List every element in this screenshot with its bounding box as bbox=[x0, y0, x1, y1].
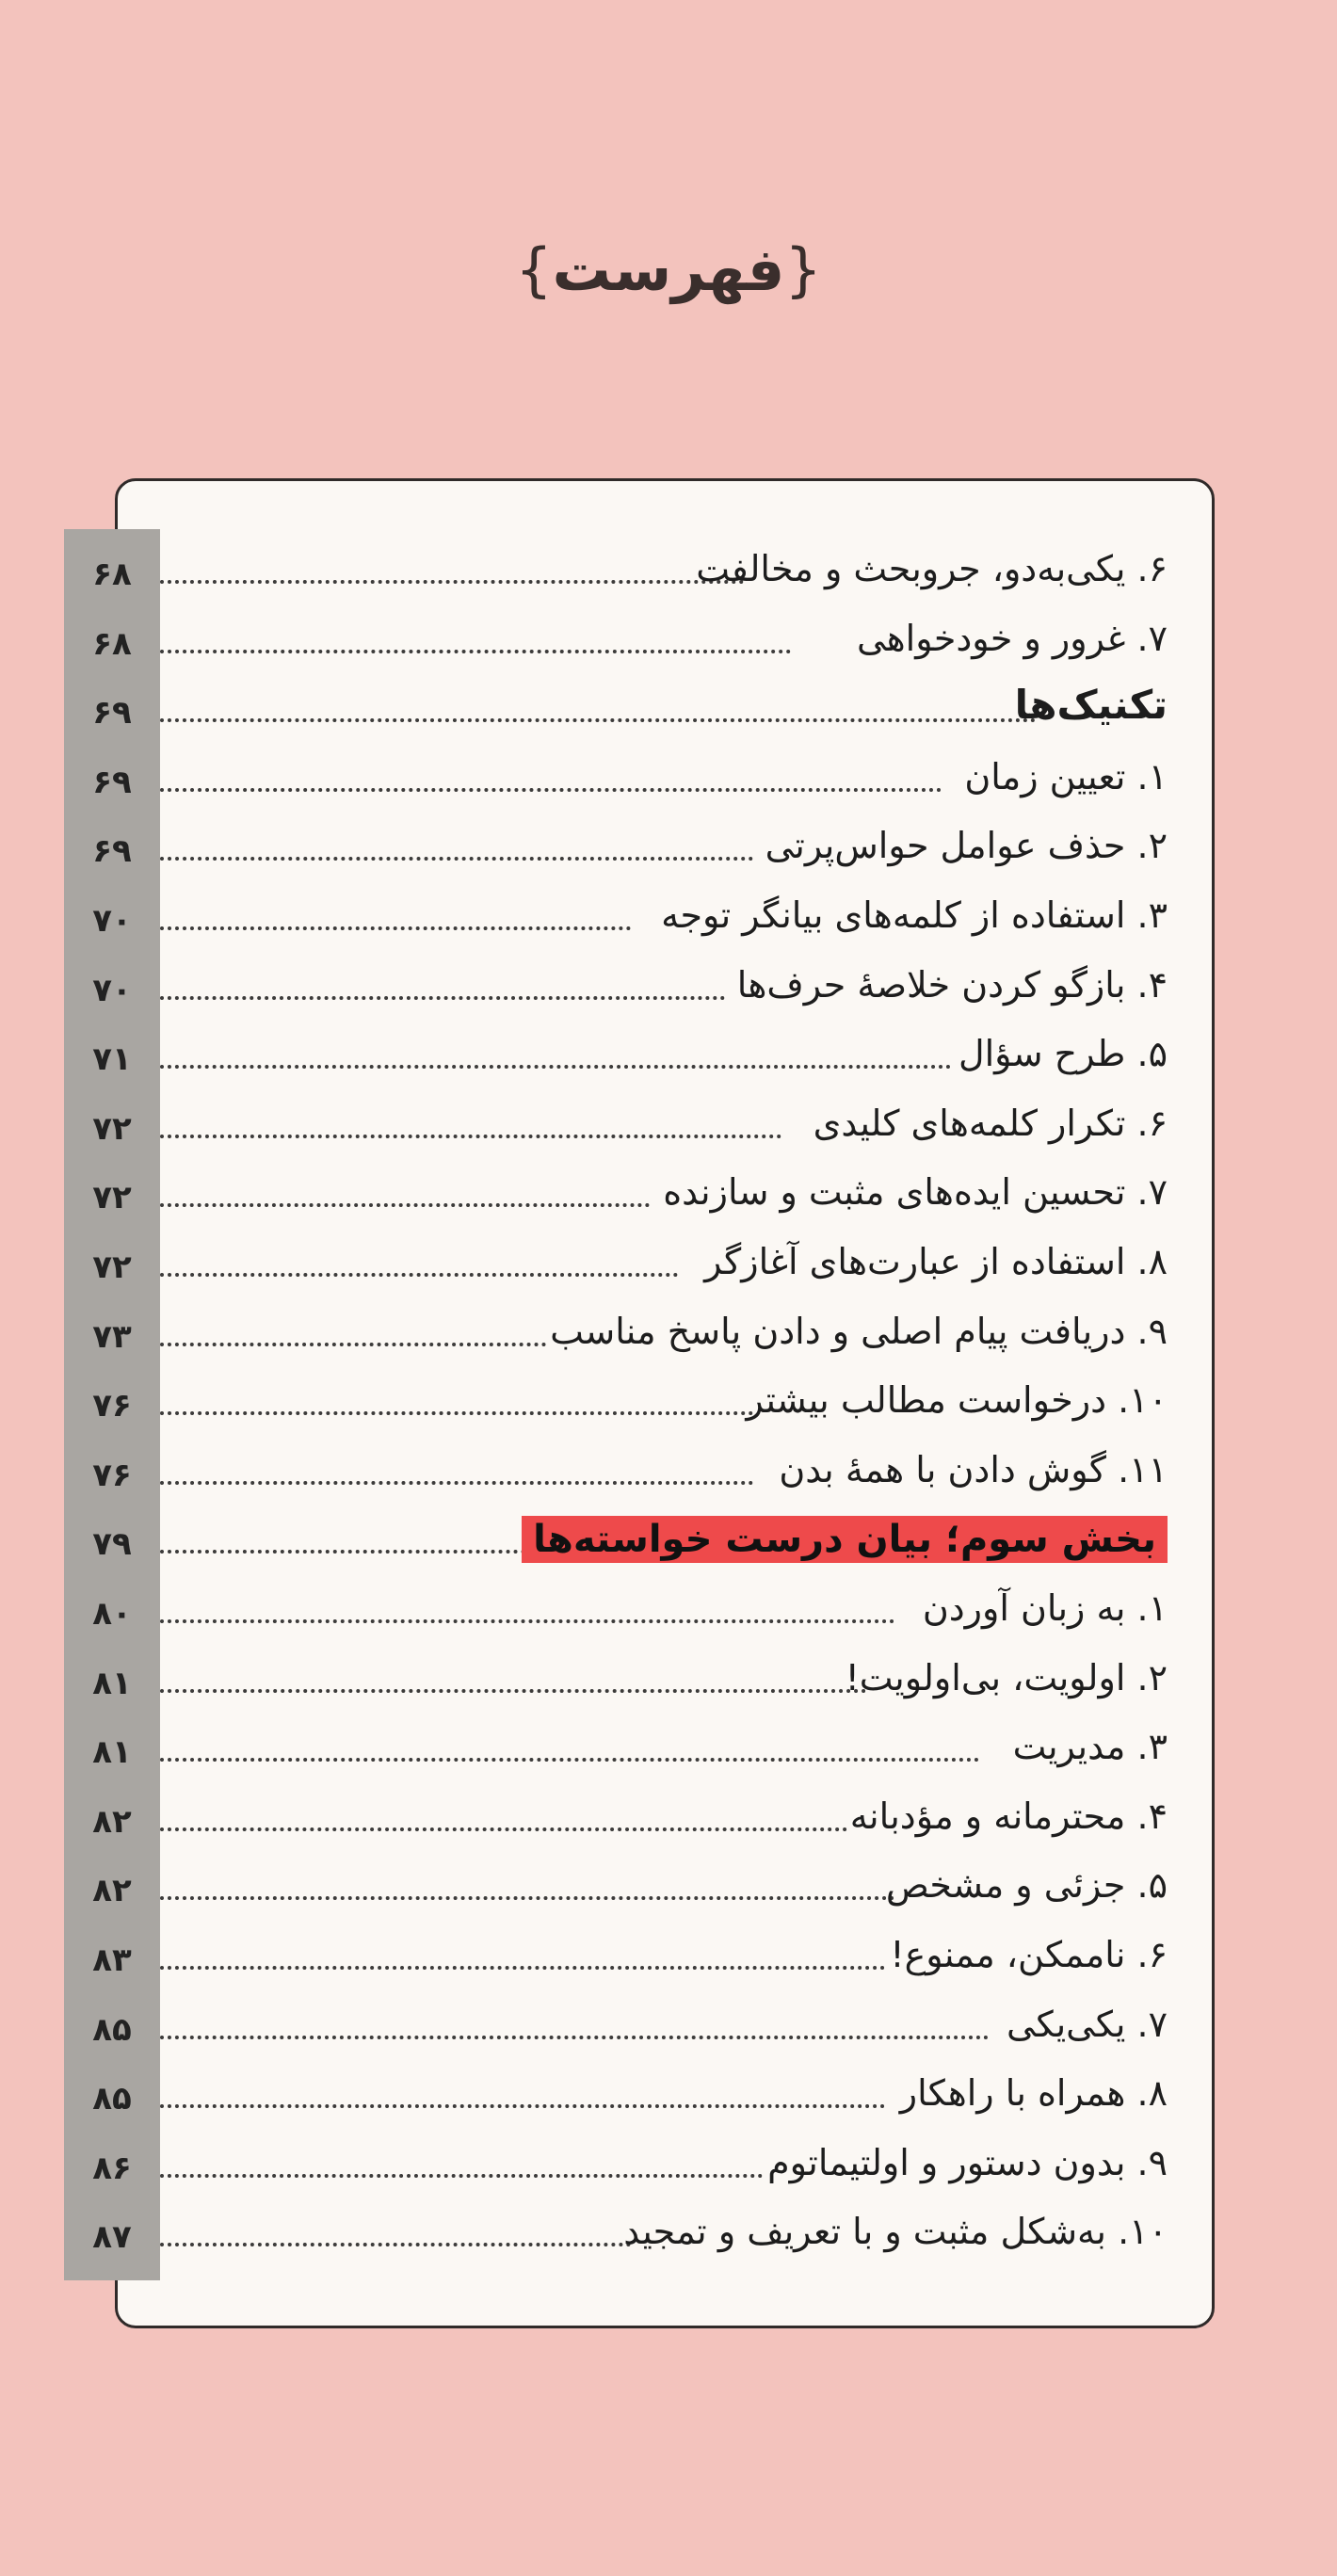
page-number: ۷۱ bbox=[92, 1040, 132, 1079]
toc-entry[interactable] bbox=[66, 669, 1168, 737]
page-number: ۶۸ bbox=[92, 624, 132, 663]
dot-leader bbox=[160, 1411, 753, 1415]
title-close-brace: } bbox=[515, 235, 553, 304]
dot-leader bbox=[160, 1896, 894, 1900]
toc-entry[interactable] bbox=[66, 1224, 1168, 1292]
toc-entry[interactable] bbox=[66, 877, 1168, 945]
entry-title: ۲. اولویت، بی‌اولویت! bbox=[845, 1656, 1168, 1699]
dot-leader bbox=[160, 1203, 650, 1207]
toc-entry[interactable] bbox=[66, 1086, 1168, 1153]
entry-title: ۴. بازگو کردن خلاصهٔ حرف‌ها bbox=[736, 963, 1168, 1006]
toc-entry[interactable] bbox=[66, 2055, 1168, 2123]
entry-title: ۱. به زبان آوردن bbox=[922, 1587, 1168, 1629]
entry-title: ۵. طرح سؤال bbox=[958, 1033, 1168, 1075]
toc-entry[interactable] bbox=[66, 601, 1168, 668]
entry-title: ۳. مدیریت bbox=[1012, 1726, 1168, 1768]
entry-title: ۶. یکی‌به‌دو، جروبحث و مخالفت bbox=[696, 548, 1168, 589]
toc-entry[interactable] bbox=[66, 947, 1168, 1015]
toc-entry[interactable] bbox=[66, 739, 1168, 807]
toc-entry[interactable] bbox=[66, 2194, 1168, 2262]
entry-title: ۹. بدون دستور و اولتیماتوم bbox=[767, 2141, 1168, 2183]
page-number: ۷۰ bbox=[92, 902, 132, 940]
dot-leader bbox=[160, 2104, 885, 2108]
toc-entry[interactable] bbox=[66, 808, 1168, 876]
page-number: ۷۲ bbox=[92, 1109, 132, 1148]
entry-title: ۱۰. درخواست مطالب بیشتر bbox=[746, 1379, 1168, 1422]
page-number: ۸۱ bbox=[92, 1733, 132, 1772]
dot-leader bbox=[160, 1758, 979, 1762]
page-title bbox=[0, 235, 1337, 304]
page-number: ۸۲ bbox=[92, 1872, 132, 1910]
dot-leader bbox=[160, 857, 753, 861]
entry-title: ۷. غرور و خودخواهی bbox=[856, 617, 1168, 659]
section-heading: بخش سوم؛ بیان درست خواسته‌ها bbox=[522, 1516, 1168, 1563]
toc-entry[interactable] bbox=[66, 1709, 1168, 1777]
page-number: ۷۲ bbox=[92, 1179, 132, 1217]
dot-leader bbox=[160, 2243, 631, 2246]
dot-leader bbox=[160, 1689, 866, 1693]
page-number: ۶۹ bbox=[92, 763, 132, 801]
toc-entry[interactable] bbox=[66, 1640, 1168, 1708]
toc-entry[interactable] bbox=[66, 1987, 1168, 2054]
entry-title: ۶. تکرار کلمه‌های کلیدی bbox=[813, 1102, 1168, 1144]
entry-title: ۲. حذف عوامل حواس‌پرتی bbox=[765, 825, 1168, 867]
page-number: ۸۶ bbox=[92, 2149, 132, 2187]
entry-title: ۶. ناممکن، ممنوع! bbox=[890, 1934, 1168, 1975]
toc-entry[interactable] bbox=[66, 1501, 1168, 1569]
page-number: ۷۳ bbox=[92, 1317, 132, 1356]
entry-title: ۵. جزئی و مشخص bbox=[885, 1864, 1168, 1907]
entry-title: ۸. همراه با راهکار bbox=[899, 2072, 1168, 2115]
toc-entry[interactable] bbox=[66, 1294, 1168, 1361]
dot-leader bbox=[160, 926, 631, 930]
toc-entry[interactable] bbox=[66, 2125, 1168, 2193]
toc-entry[interactable] bbox=[66, 1432, 1168, 1500]
entry-title: ۸. استفاده از عبارت‌های آغازگر bbox=[704, 1241, 1168, 1282]
page-number: ۸۷ bbox=[92, 2218, 132, 2257]
title-open-brace: { bbox=[784, 235, 822, 304]
dot-leader bbox=[160, 2174, 763, 2178]
toc-entry[interactable] bbox=[66, 1154, 1168, 1222]
page-number: ۸۱ bbox=[92, 1664, 132, 1702]
page-number: ۷۶ bbox=[92, 1456, 132, 1494]
dot-leader bbox=[160, 650, 791, 653]
entry-title: ۳. استفاده از کلمه‌های بیانگر توجه bbox=[661, 894, 1168, 936]
toc-entry[interactable] bbox=[66, 1016, 1168, 1084]
dot-leader bbox=[160, 1966, 885, 1970]
page-number: ۶۹ bbox=[92, 832, 132, 871]
page-number: ۷۹ bbox=[92, 1525, 132, 1564]
subsection-heading: تکنیک‌ها bbox=[1014, 682, 1168, 729]
toc-entry[interactable] bbox=[66, 1570, 1168, 1638]
dot-leader bbox=[160, 1481, 753, 1485]
dot-leader bbox=[160, 1065, 951, 1069]
entry-title: ۷. تحسین ایده‌های مثبت و سازنده bbox=[663, 1171, 1168, 1214]
dot-leader bbox=[160, 2036, 989, 2039]
dot-leader bbox=[160, 996, 725, 1000]
dot-leader bbox=[160, 1273, 678, 1277]
toc-entry[interactable] bbox=[66, 531, 1168, 599]
dot-leader bbox=[160, 1619, 894, 1623]
toc-entry[interactable] bbox=[66, 1917, 1168, 1985]
page-number: ۸۲ bbox=[92, 1802, 132, 1841]
entry-title: ۹. دریافت پیام اصلی و دادن پاسخ مناسب bbox=[550, 1310, 1168, 1352]
dot-leader bbox=[160, 1135, 781, 1138]
page-number: ۸۵ bbox=[92, 2010, 132, 2049]
page-number: ۶۹ bbox=[92, 694, 132, 733]
toc-entry[interactable] bbox=[66, 1779, 1168, 1846]
page-number: ۸۵ bbox=[92, 2080, 132, 2118]
page-number: ۷۲ bbox=[92, 1248, 132, 1286]
dot-leader bbox=[160, 788, 942, 792]
dot-leader bbox=[160, 580, 744, 584]
page-number: ۸۳ bbox=[92, 1941, 132, 1979]
title-text: فهرست bbox=[552, 235, 785, 304]
page-number: ۶۸ bbox=[92, 555, 132, 593]
dot-leader bbox=[160, 1343, 546, 1346]
page-number: ۸۰ bbox=[92, 1595, 132, 1633]
page-number: ۷۶ bbox=[92, 1387, 132, 1425]
entry-title: ۱۰. به‌شکل مثبت و با تعریف و تمجید bbox=[623, 2211, 1168, 2253]
page-number: ۷۰ bbox=[92, 971, 132, 1009]
dot-leader bbox=[160, 1827, 847, 1831]
entry-title: ۷. یکی‌یکی bbox=[1006, 2003, 1168, 2045]
entry-title: ۱۱. گوش دادن با همهٔ بدن bbox=[779, 1448, 1168, 1490]
dot-leader bbox=[160, 718, 1036, 722]
toc-entry[interactable] bbox=[66, 1847, 1168, 1915]
toc-entry[interactable] bbox=[66, 1362, 1168, 1430]
entry-title: ۱. تعیین زمان bbox=[964, 755, 1168, 797]
entry-title: ۴. محترمانه و مؤدبانه bbox=[849, 1795, 1168, 1837]
